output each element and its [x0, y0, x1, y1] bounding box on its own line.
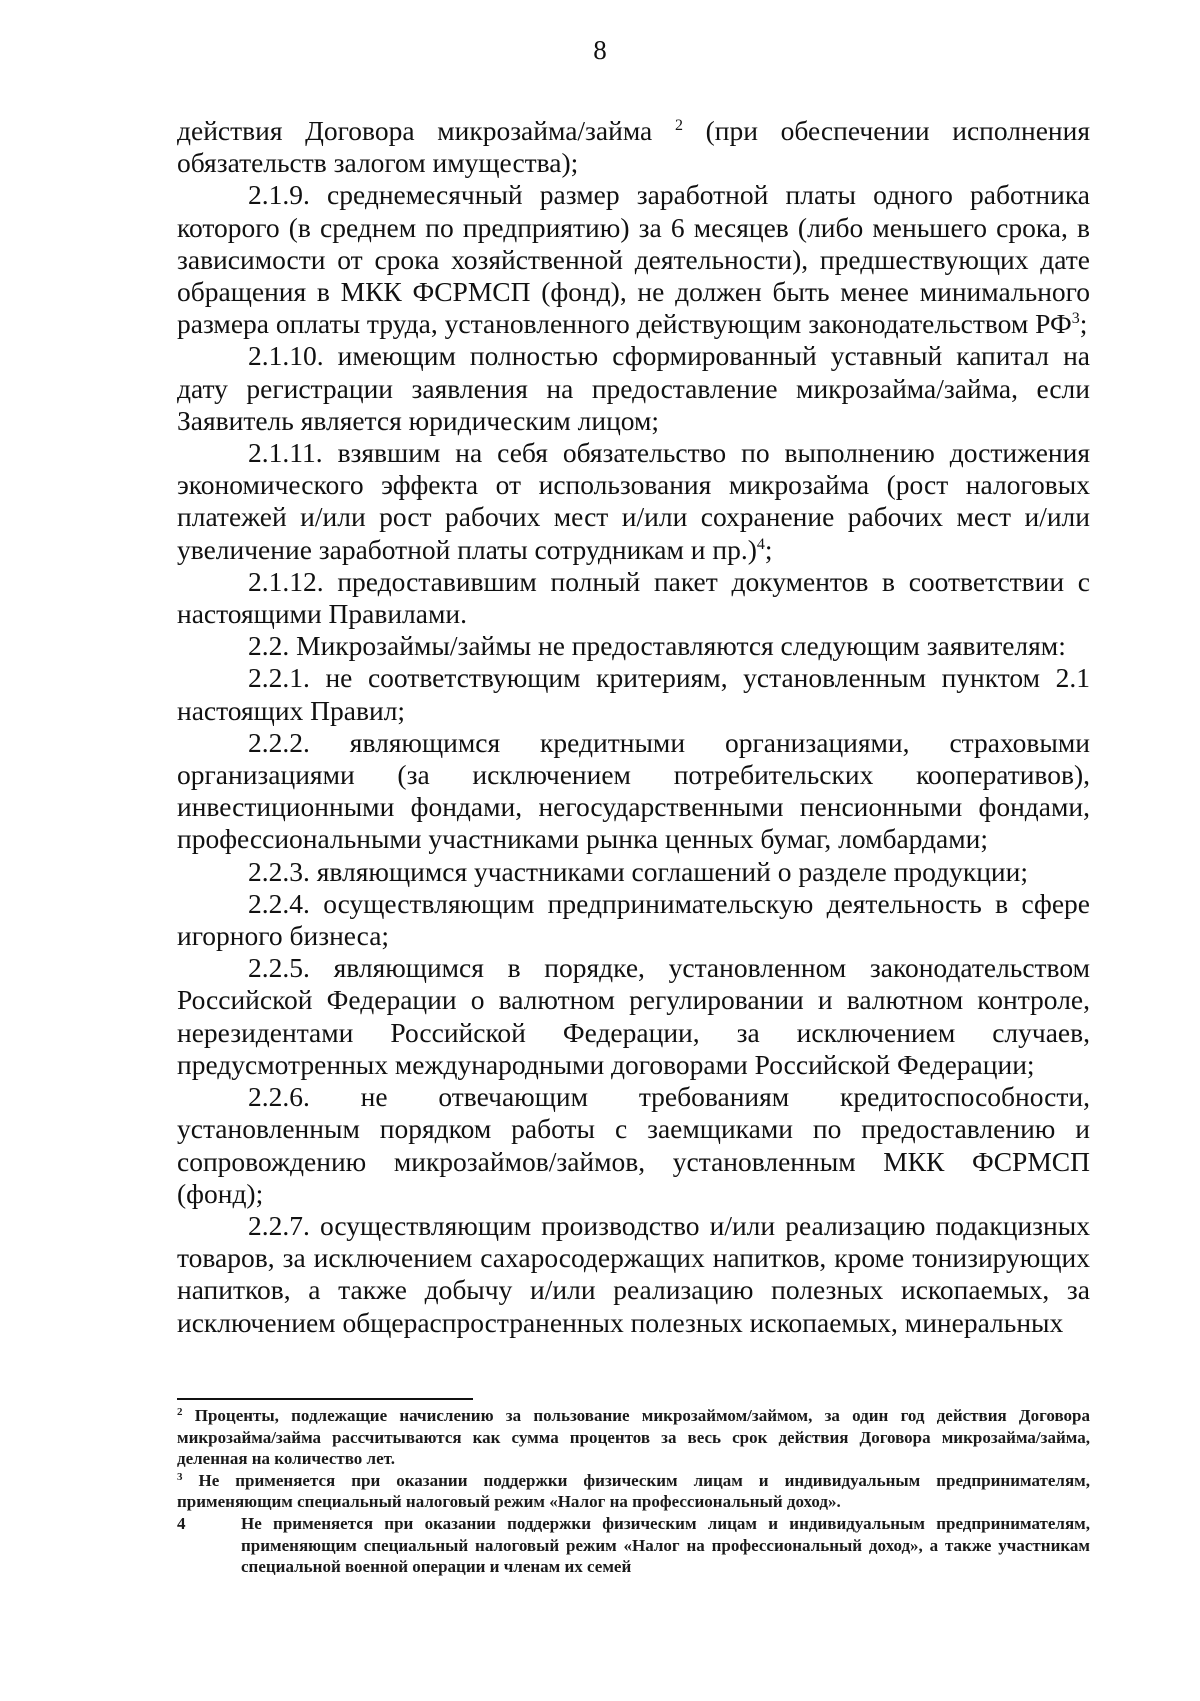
footnotes	[177, 1405, 1090, 1578]
paragraph: 2.2.6. не отвечающим требованиям кредитоспособности, установленным порядком работы с заемщиками по предоставлению и сопровождению микрозаймов/займов, установленным МКК ФСРМСП (фонд);	[177, 1081, 1090, 1209]
footnote	[177, 1405, 1090, 1470]
paragraph	[177, 115, 1090, 179]
paragraph-text: 2.1.11. взявшим на себя обязательство по выполнению достижения экономического эффекта от использования микрозайма (рост налоговых платежей и/или рост рабочих мест и/или сохранение рабочих мест и/или увеличение заработной платы сотрудникам и пр.)	[177, 437, 1090, 565]
paragraph-text: ;	[1079, 308, 1088, 340]
paragraph: 2.2.7. осуществляющим производство и/или реализацию подакцизных товаров, за исключением сахаросодержащих напитков, кроме тонизирующих напитков, а также добычу и/или реализацию полезных ископаемых, за исключением общераспространенных полезных ископаемых, минеральных	[177, 1209, 1090, 1338]
paragraph-text: ;	[764, 533, 773, 565]
footnote-text: Не применяется при оказании поддержки физическим лицам и индивидуальным предпринимателям, применяющим специальный налоговый режим «Налог на профессиональный доход».	[177, 1470, 1091, 1512]
footnote-number: 3	[177, 1470, 183, 1483]
footnote-ref: 4	[756, 535, 765, 553]
paragraph: 2.1.12. предоставившим полный пакет документов в соответствии с настоящими Правилами.	[177, 565, 1090, 630]
paragraph: 2.2.1. не соответствующим критериям, установленным пунктом 2.1 настоящих Правил;	[177, 662, 1090, 726]
paragraph-text: 2.1.9. среднемесячный размер заработной платы одного работника которого (в среднем по предприятию) за 6 месяцев (либо меньшего срока, в зависимости от срока хозяйственной деятельности), предшествующих дате обращения в МКК ФСРМСП (фонд), не должен быть менее минимального размера оплаты труда, установленного действующим законодательством РФ	[177, 179, 1090, 340]
footnote	[177, 1513, 1090, 1578]
paragraph: 2.2.5. являющимся в порядке, установленном законодательством Российской Федерации о валютном регулировании и валютном контроле, нерезидентами Российской Федерации, за исключением случаев, предусмотренных международными договорами Российской Федерации;	[177, 952, 1090, 1080]
paragraph: 2.2. Микрозаймы/займы не предоставляются следующим заявителям:	[248, 630, 1066, 662]
paragraph: 2.2.4. осуществляющим предпринимательскую деятельность в сфере игорного бизнеса;	[177, 887, 1090, 952]
paragraph: 2.2.2. являющимся кредитными организациями, страховыми организациями (за исключением потребительских кооперативов), инвестиционными фондами, негосударственными пенсионными фондами, профессиональными участниками рынка ценных бумаг, ломбардами;	[177, 726, 1090, 855]
footnote-ref: 3	[1071, 310, 1080, 328]
paragraph: 2.1.10. имеющим полностью сформированный уставный капитал на дату регистрации заявления на предоставление микрозайма/займа, если Заявитель является юридическим лицом;	[177, 340, 1090, 436]
footnote-text: Не применяется при оказании поддержки физическим лицам и индивидуальным предпринимателям, применяющим специальный налоговый режим «Налог на профессиональный доход», а также участникам специальной военной операции и членам их семей	[241, 1513, 1090, 1577]
footnote-ref: 2	[674, 117, 683, 134]
paragraph-text: действия Договора микрозайма/займа	[177, 115, 653, 146]
footnote-separator	[177, 1398, 473, 1400]
footnote	[177, 1470, 1090, 1513]
paragraph	[177, 179, 1090, 340]
paragraph	[177, 437, 1090, 566]
page-number: 8	[593, 35, 607, 65]
paragraph: 2.2.3. являющимся участниками соглашений о разделе продукции;	[248, 855, 1028, 887]
footnote-number: 4	[177, 1513, 186, 1533]
footnote-number: 2	[177, 1406, 183, 1418]
body-text	[177, 115, 1090, 1339]
paragraph-text: (при обеспечении исполнения обязательств залогом имущества);	[177, 115, 1090, 179]
footnote-text: Проценты, подлежащие начислению за пользование микрозаймом/займом, за один год действия Договора микрозайма/займа рассчитываются как сумма процентов за весь срок действия Договора микрозайма/займа, деленная на количество лет.	[177, 1406, 1091, 1469]
